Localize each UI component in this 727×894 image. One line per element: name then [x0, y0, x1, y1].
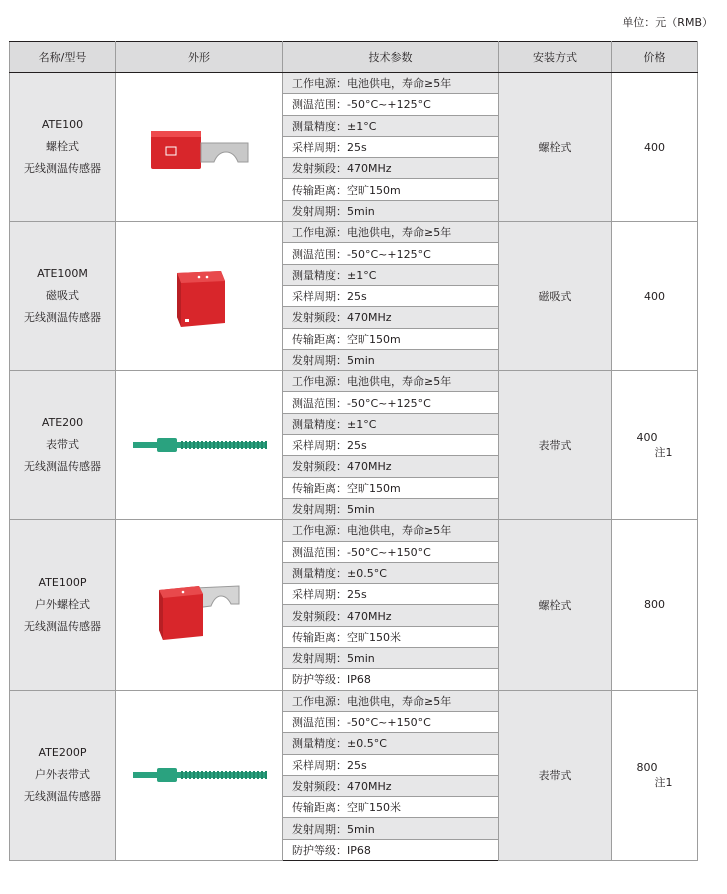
param-cell: 工作电源：电池供电，寿命≥5年	[283, 73, 499, 94]
param-cell: 工作电源：电池供电，寿命≥5年	[283, 222, 499, 243]
price-value: 800	[644, 598, 665, 612]
product-name-line: 无线测温传感器	[24, 162, 101, 176]
product-model: ATE100M	[37, 267, 88, 281]
param-cell: 传输距离：空旷150米	[283, 797, 499, 818]
product-model: ATE200P	[38, 746, 87, 760]
price-value: 400	[644, 289, 665, 303]
table-body	[10, 73, 698, 861]
product-image-cell	[116, 520, 283, 690]
param-cell: 采样周期：25s	[283, 136, 499, 157]
param-cell: 测量精度：±1°C	[283, 413, 499, 434]
header-params: 技术参数	[283, 42, 499, 73]
param-cell: 测温范围：-50°C~+150°C	[283, 711, 499, 732]
param-cell: 测温范围：-50°C~+125°C	[283, 243, 499, 264]
param-cell: 采样周期：25s	[283, 754, 499, 775]
product-model: ATE100	[41, 118, 84, 132]
product-name-cell	[10, 73, 116, 222]
param-cell: 发射周期：5min	[283, 498, 499, 519]
param-cell: 测量精度：±0.5°C	[283, 733, 499, 754]
mount-cell: 磁吸式	[499, 222, 612, 371]
param-cell: 发射周期：5min	[283, 648, 499, 669]
param-cell: 传输距离：空旷150m	[283, 477, 499, 498]
price-cell	[612, 222, 698, 371]
price-value: 400	[644, 140, 665, 154]
param-cell: 发射周期：5min	[283, 349, 499, 370]
mount-cell: 螺栓式	[499, 73, 612, 222]
param-cell: 测量精度：±0.5°C	[283, 562, 499, 583]
param-cell: 防护等级：IP68	[283, 669, 499, 690]
header-mount: 安装方式	[499, 42, 612, 73]
product-image	[116, 425, 282, 465]
product-image	[116, 568, 282, 642]
mount-cell: 表带式	[499, 690, 612, 860]
product-model: ATE200	[41, 416, 84, 430]
param-cell: 发射周期：5min	[283, 818, 499, 839]
param-cell: 采样周期：25s	[283, 435, 499, 456]
product-image	[116, 117, 282, 177]
param-cell: 工作电源：电池供电，寿命≥5年	[283, 690, 499, 711]
product-model: ATE100P	[38, 575, 87, 589]
param-cell: 传输距离：空旷150m	[283, 179, 499, 200]
price-note: 注1	[654, 775, 673, 789]
param-cell: 防护等级：IP68	[283, 839, 499, 860]
product-name-cell	[10, 222, 116, 371]
mount-cell: 表带式	[499, 371, 612, 520]
price-cell	[612, 73, 698, 222]
header-price: 价格	[612, 42, 698, 73]
param-cell: 发射频段：470MHz	[283, 775, 499, 796]
param-cell: 测量精度：±1°C	[283, 115, 499, 136]
table-row	[10, 222, 698, 243]
mount-cell: 螺栓式	[499, 520, 612, 690]
product-name-line: 磁吸式	[46, 289, 79, 303]
param-cell: 采样周期：25s	[283, 584, 499, 605]
product-name-cell	[10, 371, 116, 520]
product-name-line: 户外螺栓式	[35, 597, 90, 611]
param-cell: 测温范围：-50°C~+125°C	[283, 94, 499, 115]
header-appearance: 外形	[116, 42, 283, 73]
product-name-line: 无线测温传感器	[24, 460, 101, 474]
product-name-line: 户外表带式	[35, 768, 90, 782]
param-cell: 测量精度：±1°C	[283, 264, 499, 285]
param-cell: 发射频段：470MHz	[283, 456, 499, 477]
param-cell: 工作电源：电池供电，寿命≥5年	[283, 520, 499, 541]
product-image-cell	[116, 690, 283, 860]
price-note: 注1	[654, 445, 673, 459]
product-image-cell	[116, 222, 283, 371]
product-image-cell	[116, 371, 283, 520]
table-row	[10, 690, 698, 711]
param-cell: 发射频段：470MHz	[283, 605, 499, 626]
price-value: 400	[636, 430, 658, 444]
product-image-cell	[116, 73, 283, 222]
product-name-line: 无线测温传感器	[24, 311, 101, 325]
product-name-cell	[10, 690, 116, 860]
param-cell: 采样周期：25s	[283, 285, 499, 306]
header-name: 名称/型号	[10, 42, 116, 73]
product-name-cell	[10, 520, 116, 690]
product-name-line: 无线测温传感器	[24, 619, 101, 633]
param-cell: 传输距离：空旷150m	[283, 328, 499, 349]
param-cell: 发射周期：5min	[283, 200, 499, 221]
unit-note: 单位：元（RMB）	[622, 16, 713, 29]
product-name-line: 无线测温传感器	[24, 790, 101, 804]
param-cell: 发射频段：470MHz	[283, 307, 499, 328]
price-cell	[612, 520, 698, 690]
price-value: 800	[636, 760, 658, 774]
product-spec-table	[9, 41, 698, 861]
price-cell	[612, 690, 698, 860]
param-cell: 传输距离：空旷150米	[283, 626, 499, 647]
product-name-line: 表带式	[46, 438, 79, 452]
table-row	[10, 520, 698, 541]
param-cell: 工作电源：电池供电，寿命≥5年	[283, 371, 499, 392]
param-cell: 发射频段：470MHz	[283, 158, 499, 179]
table-row	[10, 73, 698, 94]
table-row	[10, 371, 698, 392]
price-cell	[612, 371, 698, 520]
param-cell: 测温范围：-50°C~+125°C	[283, 392, 499, 413]
product-image	[116, 755, 282, 795]
param-cell: 测温范围：-50°C~+150°C	[283, 541, 499, 562]
table-header-row	[10, 42, 698, 73]
product-name-line: 螺栓式	[46, 140, 79, 154]
product-image	[116, 259, 282, 333]
